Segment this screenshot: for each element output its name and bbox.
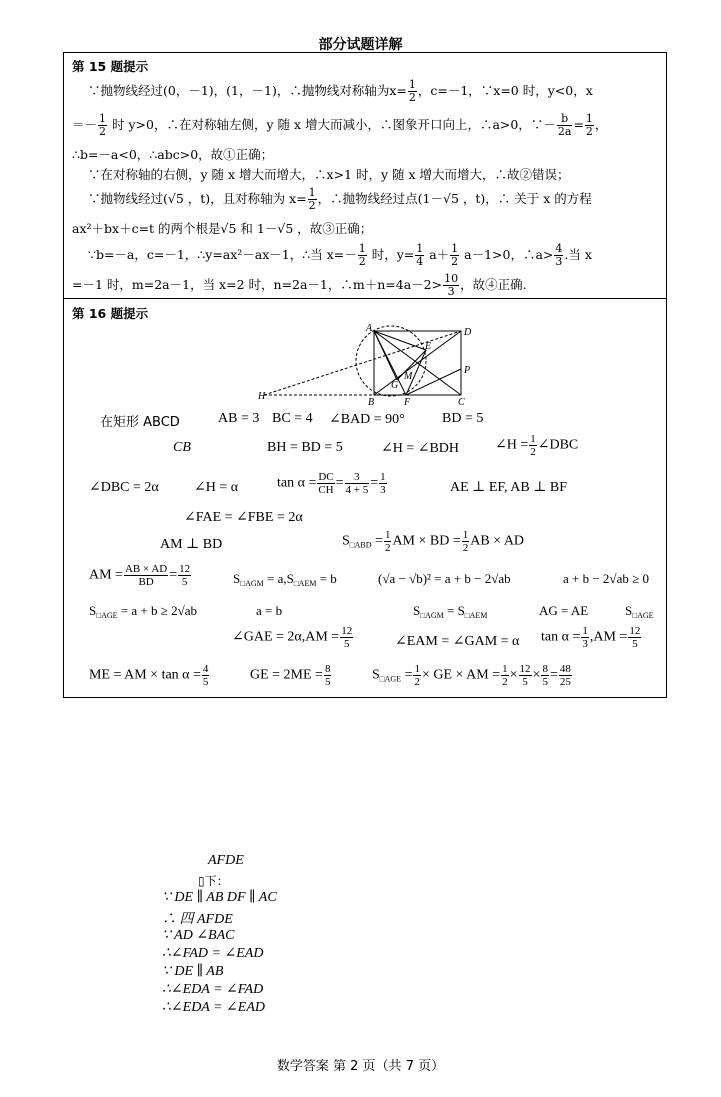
label-c: C <box>458 397 465 408</box>
fraction: $\frac{1}{2}$ <box>502 663 508 688</box>
proof-line-8: ∴∠EDA = ∠FAD <box>162 982 264 997</box>
r1-c5: BD = 5 <box>442 411 484 426</box>
q16-hint-box <box>63 298 667 698</box>
proof-line-9: ∴∠EDA = ∠EAD <box>162 1000 265 1015</box>
q15-hint-box <box>63 52 667 299</box>
r1-c4: ∠BAD = 90° <box>329 412 405 427</box>
r5-c2: $S_{□ABD}$ = $\frac{1}{2}$ AM × BD = $\frac{1}{2}$ AB × AD <box>342 529 525 554</box>
fraction: $\frac{8}{5}$ <box>542 663 548 688</box>
fraction: $\frac{1}{2}$ <box>358 242 366 268</box>
fraction: $\frac{12}{5}$ <box>519 663 531 688</box>
fraction: $\frac{48}{25}$ <box>559 663 571 688</box>
r2-c2: BH = BD = 5 <box>267 440 343 455</box>
label-p: P <box>464 365 471 376</box>
q15-line-2: ＝－ $\frac{1}{2}$ 时 y>0，∴在对称轴左侧，y 随 x 增大而减小，∴图象开口向上，∴a>0，∵－ $\frac{b}{2a}$ = $\frac{1}{2}$ ， <box>72 112 608 138</box>
q15-line-1: ∵抛物线经过(0，－1)，(1，－1)，∴抛物线对称轴为x= $\frac{1}{2}$ ，c=－1，∵x=0 时，y<0，x <box>88 78 593 104</box>
r6-c3: (√a − √b)² = a + b − 2√ab <box>378 571 511 586</box>
q16-title: 第 16 题提示 <box>72 306 149 321</box>
label-h: H <box>258 391 266 402</box>
fraction: $\frac{1}{2}$ <box>384 529 391 554</box>
proof-line-2: ▯下： <box>198 874 229 888</box>
q15-title: 第 15 题提示 <box>72 59 149 74</box>
fraction: $\frac{1}{2}$ <box>308 186 316 212</box>
fraction: $\frac{1}{2}$ <box>451 242 459 268</box>
r5-c1: AM ⊥ BD <box>160 537 223 552</box>
fraction: $\frac{8}{5}$ <box>324 663 331 688</box>
r7-c5: $S_{□AGE}$ <box>625 603 654 620</box>
fraction: $\frac{b}{2a}$ <box>557 112 572 138</box>
fraction: $\frac{1}{3}$ <box>582 625 588 650</box>
r8-c1: ∠GAE = 2α,AM = $\frac{12}{5}$ <box>232 625 353 650</box>
label-b: B <box>368 397 375 408</box>
q15-line-5: ∵抛物线经过(√5 ，t)，且对称轴为 x= $\frac{1}{2}$ ，∴抛物线经过点(1－√5 ，t)，∴ 关于 x 的方程 <box>88 186 592 212</box>
r3-c3: tan α = $\frac{DC}{CH}$ = $\frac{3}{4 + 5}$ = $\frac{1}{3}$ <box>277 471 386 496</box>
q15-line-8: =－1 时，m=2a－1，当 x=2 时，n=2a－1，∴m＋n=4a－2> $\frac{10}{3}$ ，故④正确. <box>72 272 527 298</box>
q15-line-4: ∵在对称轴的右侧，y 随 x 增大而增大，∴x>1 时，y 随 x 增大而增大，∴故②错误； <box>88 167 570 182</box>
label-a: A <box>366 323 373 334</box>
r8-c3: tan α = $\frac{1}{3}$ ,AM = $\frac{12}{5}$ <box>541 625 641 650</box>
r6-c2: $S_{□AGM} = a,S_{□AEM} = b$ <box>233 571 337 588</box>
proof-line-7: ∵ DE ∥ AB <box>162 964 224 979</box>
fraction: $\frac{12}{5}$ <box>629 625 641 650</box>
fraction: $\frac{AB \times AD}{BD}$ <box>124 563 168 588</box>
r1-c1: 在矩形 ABCD <box>100 415 180 430</box>
r9-c2: GE = 2ME = $\frac{8}{5}$ <box>250 663 331 688</box>
label-g: G <box>391 380 399 391</box>
fraction: $\frac{1}{2}$ <box>408 78 416 104</box>
fraction: $\frac{DC}{CH}$ <box>318 471 334 496</box>
label-m: M <box>404 371 413 382</box>
fraction: $\frac{1}{4}$ <box>416 242 424 268</box>
fraction: $\frac{1}{2}$ <box>530 433 536 458</box>
q15-line-7: ∵b=－a，c=－1，∴y=ax²－ax－1，∴当 x=－ $\frac{1}{2}$ 时，y= $\frac{1}{4}$ a＋ $\frac{1}{2}$ a－1>0，∴a> $\frac{4}{3}$ .当 x <box>88 242 592 268</box>
r7-c1: $S_{□AGE} = a + b \ge 2√ab$ <box>89 603 197 620</box>
r3-c1: ∠DBC = 2α <box>89 480 159 495</box>
fraction: $\frac{3}{4 + 5}$ <box>345 471 369 496</box>
fraction: $\frac{12}{5}$ <box>341 625 353 650</box>
r1-c2: AB = 3 <box>218 411 260 426</box>
fraction: $\frac{1}{2}$ <box>99 112 107 138</box>
r2-c3: ∠H = ∠BDH <box>381 441 460 456</box>
geometry-figure <box>64 299 668 409</box>
r2-c1: CB <box>173 440 191 455</box>
fraction: $\frac{12}{5}$ <box>179 563 191 588</box>
proof-line-3: ∵ DE ∥ AB DF ∥ AC <box>162 890 277 905</box>
proof-line-4: ∴ 四 AFDE <box>162 912 233 927</box>
r3-c4: AE ⊥ EF, AB ⊥ BF <box>450 480 568 495</box>
q15-line-6: ax²＋bx＋c=t 的两个根是√5 和 1－√5 ，故③正确； <box>72 221 373 236</box>
r7-c4: AG = AE <box>539 603 589 618</box>
label-e: E <box>425 341 432 352</box>
r2-c4: ∠H = $\frac{1}{2}$ ∠DBC <box>495 433 579 458</box>
line-fp <box>406 369 461 395</box>
r9-c1: ME = AM × tan α = $\frac{4}{5}$ <box>89 663 209 688</box>
r7-c2: a = b <box>256 603 283 618</box>
fraction: $\frac{4}{5}$ <box>202 663 209 688</box>
proof-line-6: ∴∠FAD = ∠EAD <box>162 946 264 961</box>
fraction: $\frac{1}{2}$ <box>414 663 420 688</box>
fraction: $\frac{1}{2}$ <box>462 529 469 554</box>
r8-c2: ∠EAM = ∠GAM = α <box>395 634 520 649</box>
r1-c3: BC = 4 <box>272 411 313 426</box>
r4-c1: ∠FAE = ∠FBE = 2α <box>184 510 303 525</box>
page-footer: 数学答案 第 2 页（共 7 页） <box>276 1059 445 1074</box>
r6-c4: a + b − 2√ab ≥ 0 <box>563 571 649 586</box>
q15-line-3: ∴b=－a<0，∴abc>0，故①正确； <box>72 147 274 162</box>
r7-c3: $S_{□AGM} = S_{□AEM}$ <box>413 603 488 620</box>
page-title: 部分试题详解 <box>318 37 403 53</box>
fraction: $\frac{1}{2}$ <box>585 112 593 138</box>
label-f: F <box>404 397 411 408</box>
proof-line-1: AFDE <box>208 853 244 868</box>
proof-line-5: ∵ AD ∠BAC <box>162 928 235 943</box>
r3-c2: ∠H = α <box>194 480 239 495</box>
r6-c1: AM = $\frac{AB \times AD}{BD}$ = $\frac{12}{5}$ <box>89 563 191 588</box>
fraction: $\frac{10}{3}$ <box>444 272 459 298</box>
label-d: D <box>464 327 472 338</box>
fraction: $\frac{4}{3}$ <box>555 242 563 268</box>
r9-c3: $S_{□AGE}$ = $\frac{1}{2}$ × GE × AM = $\frac{1}{2}$ × $\frac{12}{5}$ × $\frac{8}{5}$ = $\frac{48}{25}$ <box>372 663 571 688</box>
fraction: $\frac{1}{3}$ <box>380 471 386 496</box>
